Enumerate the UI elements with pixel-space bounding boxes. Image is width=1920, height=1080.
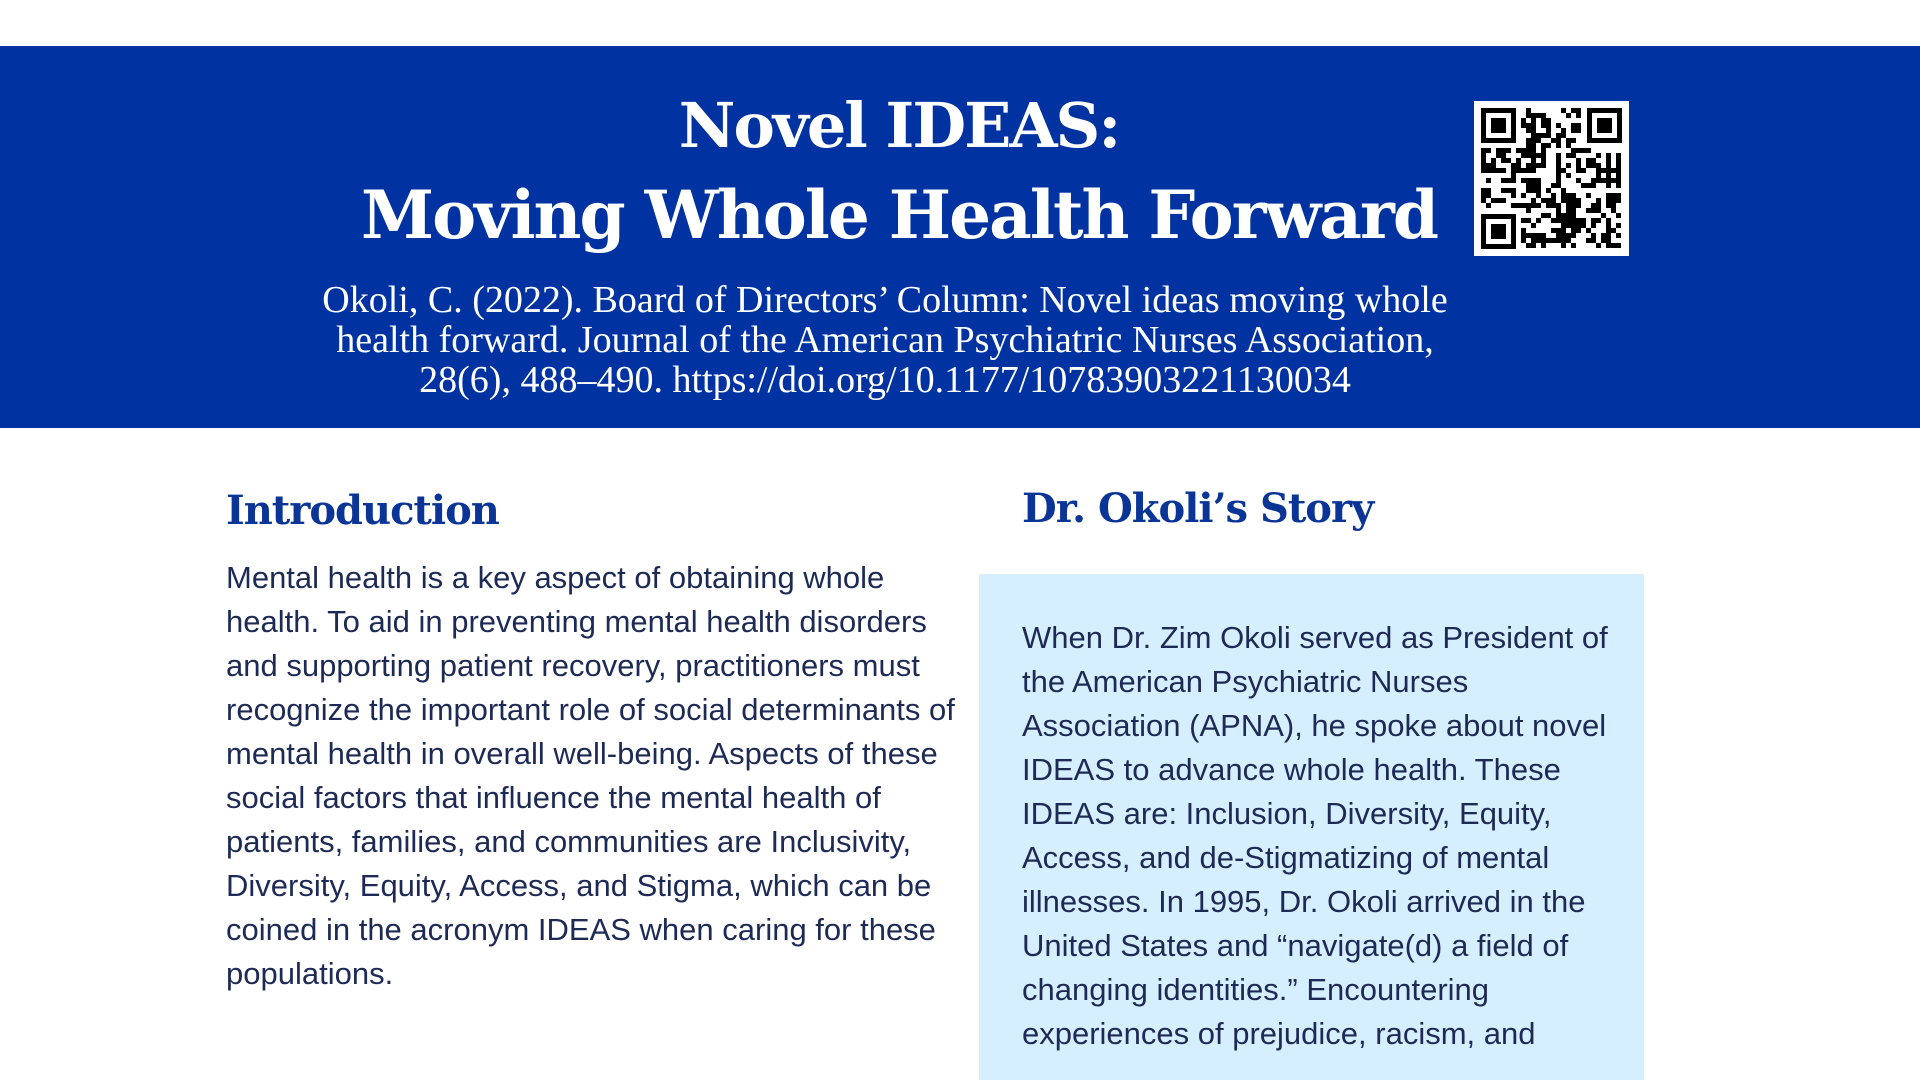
citation-text: Okoli, C. (2022). Board of Directors’ Column: Novel ideas moving whole health forward. Journal of the American Psychiatric Nurses Association, 28(6), 488–490. https://doi.org/10.1177/10783903221130034	[322, 279, 1448, 401]
title-line-1: Novel IDEAS:	[678, 89, 1120, 162]
story-heading: Dr. Okoli’s Story	[1022, 485, 1374, 532]
introduction-body: Mental health is a key aspect of obtaining whole health. To aid in preventing mental health disorders and supporting patient recovery, practitioners must recognize the important role of social determinants of mental health in overall well-being. Aspects of these social factors that influence the mental health of patients, families, and communities are Inclusivity, Diversity, Equity, Access, and Stigma, which can be coined in the acronym IDEAS when caring for these populations.	[226, 560, 955, 991]
header-banner	[0, 46, 1920, 428]
story-body: When Dr. Zim Okoli served as President of the American Psychiatric Nurses Association (APNA), he spoke about novel IDEAS to advance whole health. These IDEAS are: Inclusion, Diversity, Equity, Access, and de-Stigmatizing of mental illnesses. In 1995, Dr. Okoli arrived in the United States and “navigate(d) a field of changing identities.” Encountering experiences of prejudice, racism, and	[1022, 620, 1608, 1051]
title-line-2: Moving Whole Health Forward	[361, 176, 1437, 254]
introduction-heading: Introduction	[226, 487, 499, 534]
story-box	[979, 574, 1644, 1080]
qr-code-graphic	[1481, 108, 1622, 249]
qr-code-icon[interactable]	[1474, 101, 1629, 256]
